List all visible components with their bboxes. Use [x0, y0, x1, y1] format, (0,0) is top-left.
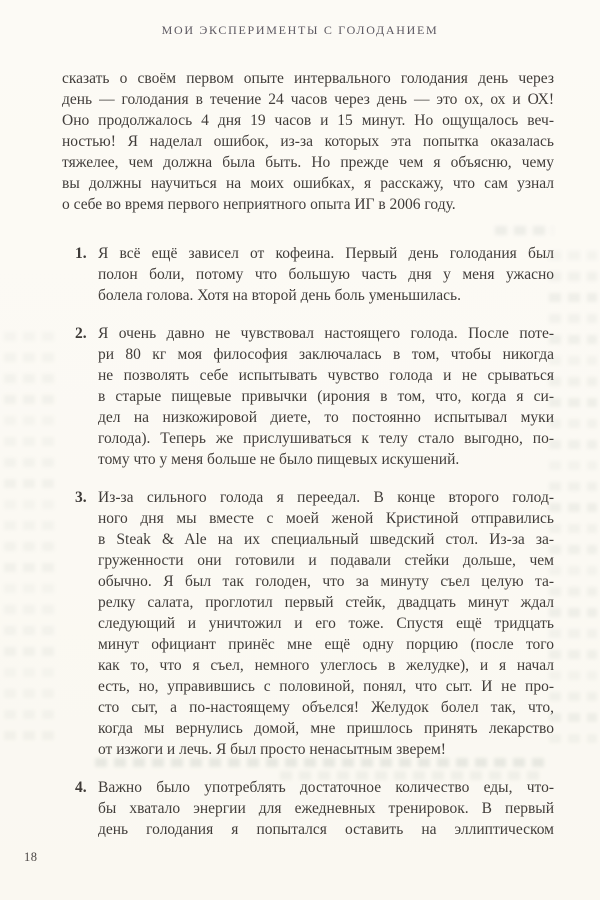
- bleedthrough-mark: [4, 668, 56, 677]
- bleedthrough-mark: [549, 671, 597, 680]
- text-line: болела голова. Хотя на второй день боль уменьшилась.: [98, 287, 461, 304]
- list-item-text: [98, 777, 554, 840]
- text-line: следующий и уничтожил и его тоже. Спустя ещё тридцать: [98, 615, 554, 632]
- bleedthrough-mark: [549, 524, 597, 533]
- bleedthrough-mark: [549, 629, 597, 638]
- bleedthrough-mark: [4, 353, 56, 362]
- bleedthrough-mark: [4, 500, 56, 509]
- bleedthrough-mark: [4, 395, 56, 404]
- list-item-number: 2.: [75, 325, 87, 342]
- text-line: Я всё ещё зависел от кофеина. Первый день голодания был: [98, 245, 554, 262]
- bleedthrough-mark: [549, 692, 597, 701]
- text-line: сто сыт, а по-настоящему объелся! Желудок болел так, что,: [98, 699, 554, 716]
- bleedthrough-mark: [549, 608, 597, 617]
- bleedthrough-mark: [549, 377, 597, 386]
- bleedthrough-mark: [4, 689, 56, 698]
- text-line: тому что у меня больше не было пищевых искушений.: [98, 451, 460, 468]
- bleedthrough-mark: [4, 731, 56, 740]
- running-header: МОИ ЭКСПЕРИМЕНТЫ С ГОЛОДАНИЕМ: [161, 23, 439, 37]
- bleedthrough-mark: [549, 734, 597, 743]
- bleedthrough-mark: [4, 584, 56, 593]
- list-item: [62, 243, 554, 306]
- text-line: вы должны научиться на моих ошибках, я расскажу, что сам узнал: [62, 175, 554, 192]
- bleedthrough-mark: [549, 272, 597, 281]
- list-item-text: [98, 243, 554, 306]
- text-line: ного дня мы вместе с моей женой Кристиной отправились: [98, 510, 554, 527]
- text-line: не позволять себе испытывать чувство голода и не срываться: [98, 367, 554, 384]
- bleedthrough-mark: [4, 563, 56, 572]
- text-line: Из-за сильного голода я переедал. В конце второго голод-: [98, 489, 554, 506]
- bleedthrough-mark: [549, 587, 597, 596]
- bleedthrough-mark: [549, 356, 597, 365]
- text-line: в старые пищевые привычки (ирония в том, что, когда я си-: [98, 388, 554, 405]
- bleedthrough-mark: [549, 503, 597, 512]
- bleedthrough-mark: [4, 647, 56, 656]
- list-item: [62, 777, 554, 840]
- text-line: Оно продолжалось 4 дня 19 часов и 15 минут. Но ощущалось веч-: [62, 112, 554, 129]
- text-line: груженности они готовили и подавали стейки дольше, чем: [98, 552, 554, 569]
- text-line: ностью! Я наделал ошибок, из-за которых эта попытка оказалась: [62, 133, 554, 150]
- text-line: голода). Теперь же прислушиваться к телу стало выгодно, по-: [98, 430, 554, 447]
- bleedthrough-mark: [4, 332, 56, 341]
- bleedthrough-mark: [4, 605, 56, 614]
- text-line: как то, что я съел, немного улеглось в желудке), и я начал: [98, 657, 554, 674]
- list-item-text: [98, 487, 554, 760]
- bleedthrough-mark: [549, 440, 597, 449]
- text-line: о себе во время первого неприятного опыта ИГ в 2006 году.: [62, 196, 456, 213]
- bleedthrough-mark: [549, 398, 597, 407]
- text-line: релку салата, проглотил первый стейк, двадцать минут ждал: [98, 594, 554, 611]
- text-line: Я очень давно не чувствовал настоящего голода. После поте-: [98, 325, 554, 342]
- bleedthrough-mark: [549, 713, 597, 722]
- page-number: 18: [24, 850, 38, 864]
- bleedthrough-mark: [549, 482, 597, 491]
- text-line: Важно было употреблять достаточное количество еды, что-: [98, 779, 554, 796]
- list-item-text: [98, 323, 554, 470]
- bleedthrough-mark: [549, 461, 597, 470]
- bleedthrough-mark: [549, 335, 597, 344]
- text-line: день — голодания в течение 24 часов через день — это ох, ох и ОХ!: [62, 91, 554, 108]
- bleedthrough-mark: [549, 314, 597, 323]
- text-line: обычно. Я был так голоден, что за минуту съел целую та-: [98, 573, 554, 590]
- bleedthrough-mark: [4, 374, 56, 383]
- text-line: тяжелее, чем должна была быть. Но прежде чем я объясню, чему: [62, 154, 554, 171]
- bleedthrough-mark: [4, 479, 56, 488]
- list-item-number: 1.: [75, 245, 87, 262]
- text-line: от изжоги и лечь. Я был просто ненасытным зверем!: [98, 741, 446, 758]
- text-line: когда мы вернулись домой, мне пришлось принять лекарство: [98, 720, 554, 737]
- text-line: в Steak & Ale на их специальный шведский стол. Из-за за-: [98, 531, 554, 548]
- page-content: [62, 68, 554, 840]
- text-line: дел на низкожировой диете, то постоянно испытывал муки: [98, 409, 554, 426]
- list-item-number: 3.: [75, 489, 87, 506]
- text-line: минут официант принёс мне ещё одну порцию (после того: [98, 636, 554, 653]
- text-line: бы хватало энергии для ежедневных тренировок. В первый: [98, 800, 554, 817]
- numbered-list: [62, 243, 554, 840]
- bleedthrough-mark: [549, 293, 597, 302]
- text-line: день голодания я попытался оставить на эллиптическом: [98, 821, 554, 838]
- intro-paragraph: [62, 68, 554, 215]
- list-item: [62, 487, 554, 760]
- bleedthrough-mark: [549, 251, 597, 260]
- text-line: сказать о своём первом опыте интервального голодания день через: [62, 70, 554, 87]
- bleedthrough-mark: [549, 419, 597, 428]
- bleedthrough-mark: [4, 437, 56, 446]
- bleedthrough-mark: [4, 416, 56, 425]
- text-line: ри 80 кг моя философия заключалась в том, чтобы никогда: [98, 346, 554, 363]
- text-line: есть, но, управившись с половиной, понял, что сыт. И не про-: [98, 678, 554, 695]
- bleedthrough-mark: [549, 566, 597, 575]
- list-item-number: 4.: [75, 779, 87, 796]
- text-line: полон боли, потому что большую часть дня у меня ужасно: [98, 266, 554, 283]
- bleedthrough-mark: [549, 650, 597, 659]
- bleedthrough-mark: [549, 545, 597, 554]
- bleedthrough-mark: [4, 458, 56, 467]
- bleedthrough-mark: [4, 626, 56, 635]
- bleedthrough-mark: [4, 542, 56, 551]
- bleedthrough-mark: [4, 710, 56, 719]
- list-item: [62, 323, 554, 470]
- bleedthrough-mark: [4, 521, 56, 530]
